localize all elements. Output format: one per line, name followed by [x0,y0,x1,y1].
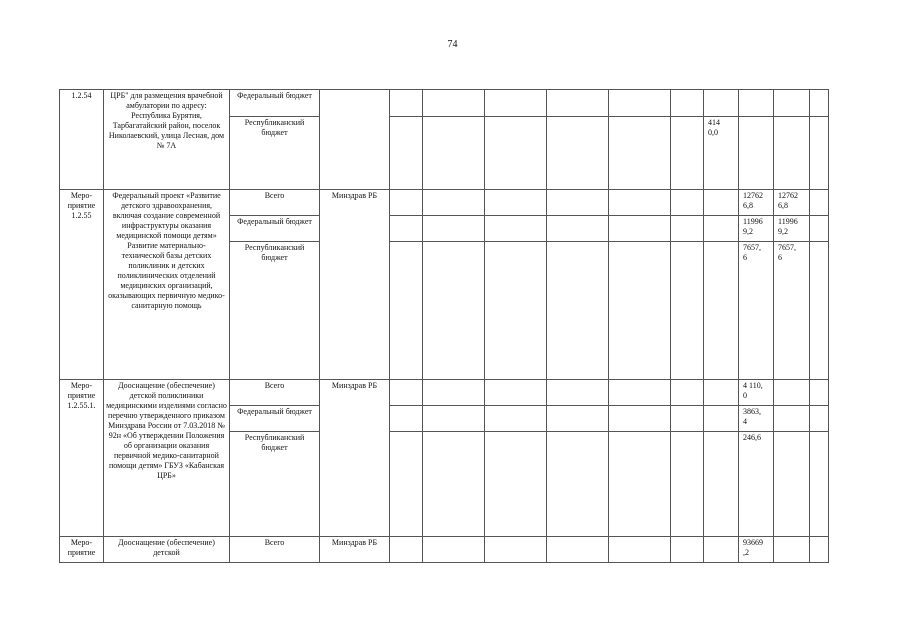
funding-source: Республиканский бюджет [230,432,320,537]
funding-source: Всего [230,537,320,563]
value-cell: 11996 9,2 [739,216,774,242]
table-row [60,537,829,563]
table-row [60,90,829,117]
table-row [60,380,829,406]
page-number: 74 [447,39,458,50]
funding-source: Федеральный бюджет [230,406,320,432]
value-cell: 3863, 4 [739,406,774,432]
value-cell: 4 110, 0 [739,380,774,406]
value-cell: 7657, 6 [774,242,810,380]
budget-table [59,89,829,563]
funding-source: Республиканский бюджет [230,242,320,380]
funding-source: Федеральный бюджет [230,216,320,242]
row-description: Дооснащение (обеспечение) детской [104,537,230,563]
value-cell: 246,6 [739,432,774,537]
value-cell: 7657, 6 [739,242,774,380]
executor-cell: Минздрав РБ [320,380,390,537]
row-description: ЦРБ" для размещения врачебной амбулатории по адресу: Республика Бурятия, Тарбагатайский район, поселок Николаевский, улица Лесная, дом № 7А [104,90,230,190]
table-row [60,190,829,216]
row-code: Меро- приятие 1.2.55 [60,190,104,380]
value-cell: 12762 6,8 [739,190,774,216]
value-cell: 93669 ,2 [739,537,774,563]
executor-cell: Минздрав РБ [320,190,390,380]
value-cell: 12762 6,8 [774,190,810,216]
row-code: 1.2.54 [60,90,104,190]
value-cell: 11996 9,2 [774,216,810,242]
funding-source: Республиканский бюджет [230,117,320,190]
row-description: Федеральный проект «Развитие детского здравоохранения, включая создание современной инфраструктуры оказания медицинской помощи детям» Развитие материально-технической базы детских поликлиник и детских поликлинических отделений медицинских организаций, оказывающих первичную медико-санитарную помощь [104,190,230,380]
row-code: Меро- приятие 1.2.55.1. [60,380,104,537]
funding-source: Всего [230,380,320,406]
value-cell: 414 0,0 [704,117,739,190]
row-description: Дооснащение (обеспечение) детской поликлиники медицинскими изделиями согласно перечню утвержденного приказом Минздрава России от 7.03.2018 № 92н «Об утверждении Положения об организации оказания первичной медико-санитарной помощи детям» ГБУЗ «Кабанская ЦРБ» [104,380,230,537]
funding-source: Всего [230,190,320,216]
funding-source: Федеральный бюджет [230,90,320,117]
executor-cell: Минздрав РБ [320,537,390,563]
executor-cell [320,90,390,190]
row-code: Меро- приятие [60,537,104,563]
